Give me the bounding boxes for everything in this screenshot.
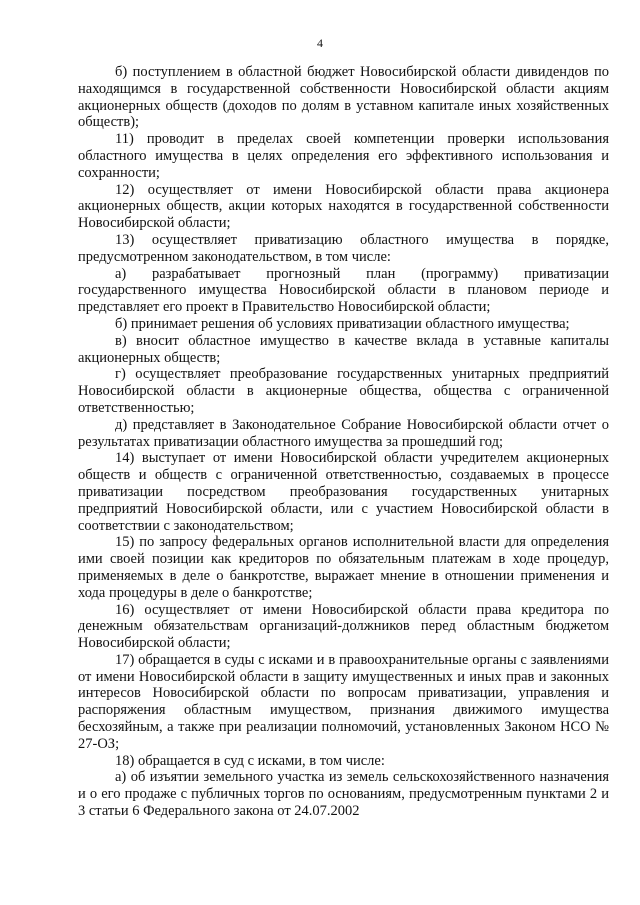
paragraph: 13) осуществляет приватизацию областного имущества в порядке, предусмотренном законодательством, в том числе:: [78, 231, 609, 265]
paragraph: д) представляет в Законодательное Собрание Новосибирской области отчет о результатах приватизации областного имущества за прошедший год;: [78, 416, 609, 450]
paragraph: 16) осуществляет от имени Новосибирской области права кредитора по денежным обязательствам организаций-должников перед областным бюджетом Новосибирской области;: [78, 601, 609, 652]
paragraph: 11) проводит в пределах своей компетенции проверки использования областного имущества в целях определения его эффективного использования и сохранности;: [78, 131, 609, 181]
paragraph: а) об изъятии земельного участка из земель сельскохозяйственного назначения и о его продаже с публичных торгов по основаниям, предусмотренным пунктами 2 и 3 статьи 6 Федерального закона от 24.07.2002: [78, 769, 609, 820]
paragraph: б) принимает решения об условиях приватизации областного имущества;: [115, 315, 570, 332]
page-number: 4: [317, 36, 323, 50]
paragraph: а) разрабатывает прогнозный план (программу) приватизации государственного имущества Новосибирской области в плановом периоде и представляет его проект в Правительство Новосибирской области;: [78, 265, 609, 316]
paragraph: в) вносит областное имущество в качестве вклада в уставные капиталы акционерных обществ;: [78, 332, 609, 366]
paragraph: 17) обращается в суды с исками и в правоохранительные органы с заявлениями от имени Новосибирской области в защиту имущественных и иных прав и законных интересов Новосибирской области по вопросам приватизации, управления и распоряжения областным имуществом, признания движимого имущества бесхозяйным, а также при реализации полномочий, установленных Законом НСО № 27-ОЗ;: [78, 651, 609, 752]
paragraph: 15) по запросу федеральных органов исполнительной власти для определения ими своей позиции как кредиторов по обязательным платежам в ходе процедур, применяемых в деле о банкротстве, выражает мнение в отношении применения и хода процедуры в деле о банкротстве;: [78, 534, 609, 601]
paragraph: б) поступлением в областной бюджет Новосибирской области дивидендов по находящимся в государственной собственности Новосибирской области акциям акционерных обществ (доходов по долям в уставном капитале иных хозяйственных обществ);: [78, 64, 609, 131]
paragraph: 18) обращается в суд с исками, в том числе:: [115, 752, 385, 769]
document-body: [78, 64, 609, 820]
paragraph: 12) осуществляет от имени Новосибирской области права акционера акционерных обществ, акции которых находятся в государственной собственности Новосибирской области;: [78, 181, 609, 232]
paragraph: 14) выступает от имени Новосибирской области учредителем акционерных обществ и обществ с ограниченной ответственностью, создаваемых в процессе приватизации посредством преобразования государственных унитарных предприятий Новосибирской области, или с участием Новосибирской области в соответствии с законодательством;: [78, 450, 609, 534]
paragraph: г) осуществляет преобразование государственных унитарных предприятий Новосибирской области в акционерные общества, общества с ограниченной ответственностью;: [78, 366, 609, 416]
